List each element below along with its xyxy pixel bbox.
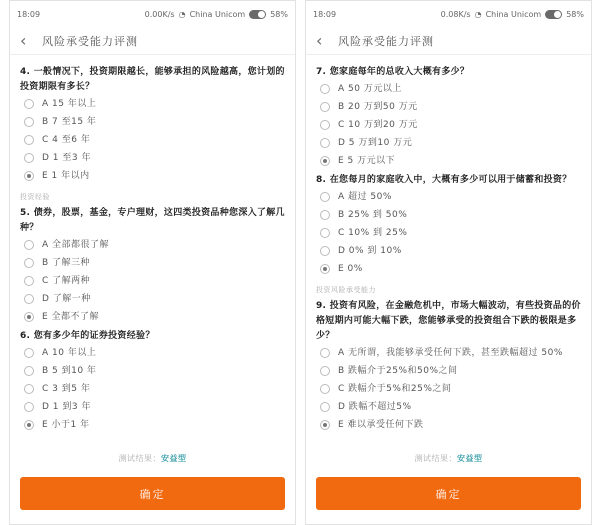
radio-checked-icon[interactable] <box>320 156 330 166</box>
answer-option[interactable] <box>320 346 581 361</box>
battery-level: 58% <box>566 9 584 19</box>
radio-icon[interactable] <box>320 384 330 394</box>
answer-option[interactable] <box>320 226 581 241</box>
radio-checked-icon[interactable] <box>24 312 34 322</box>
option-label: A 全部都很了解 <box>42 240 110 250</box>
option-label: B 跌幅介于25%和50%之间 <box>338 366 458 376</box>
radio-icon[interactable] <box>24 153 34 163</box>
radio-icon[interactable] <box>24 135 34 145</box>
answer-option[interactable] <box>24 238 285 253</box>
option-label: E 0% <box>338 264 363 274</box>
answer-option[interactable] <box>24 382 285 397</box>
status-time: 18:09 <box>313 9 337 19</box>
option-label: B 5 到10 年 <box>42 366 97 376</box>
back-icon[interactable]: ‹ <box>20 30 27 50</box>
section-label: 投资经验 <box>20 193 50 201</box>
radio-icon[interactable] <box>24 258 34 268</box>
answer-option[interactable] <box>320 136 581 151</box>
answer-option[interactable] <box>24 97 285 112</box>
carrier-name: China Unicom <box>189 9 246 19</box>
nav-bar <box>306 27 591 55</box>
radio-icon[interactable] <box>24 348 34 358</box>
answer-option[interactable] <box>24 133 285 148</box>
radio-icon[interactable] <box>24 99 34 109</box>
result-label: 测试结果： <box>118 454 161 463</box>
back-icon[interactable]: ‹ <box>316 30 323 50</box>
status-right <box>441 10 584 19</box>
radio-icon[interactable] <box>24 384 34 394</box>
answer-option[interactable] <box>320 400 581 415</box>
answer-option[interactable] <box>24 292 285 307</box>
wifi-icon: ◔ <box>474 9 482 19</box>
answer-option[interactable] <box>24 115 285 130</box>
option-label: A 15 年以上 <box>42 99 97 109</box>
answer-option[interactable] <box>24 256 285 271</box>
answer-option[interactable] <box>24 400 285 415</box>
option-label: C 10 万到20 万元 <box>338 120 418 130</box>
option-label: E 1 年以内 <box>42 171 90 181</box>
option-label: D 了解一种 <box>42 294 91 304</box>
option-label: E 全都不了解 <box>42 312 100 322</box>
option-label: B 7 至15 年 <box>42 117 97 127</box>
network-speed: 0.08K/s <box>440 9 471 19</box>
page-title: 风险承受能力评测 <box>338 34 434 48</box>
radio-icon[interactable] <box>24 240 34 250</box>
radio-icon[interactable] <box>320 84 330 94</box>
radio-checked-icon[interactable] <box>24 171 34 181</box>
option-label: D 1 至3 年 <box>42 153 91 163</box>
status-right <box>145 10 288 19</box>
confirm-button[interactable]: 确定 <box>20 477 285 510</box>
question-list <box>10 55 295 433</box>
answer-option[interactable] <box>320 82 581 97</box>
answer-option[interactable] <box>320 382 581 397</box>
answer-option[interactable] <box>320 154 581 169</box>
answer-option[interactable] <box>320 208 581 223</box>
radio-icon[interactable] <box>320 210 330 220</box>
answer-option[interactable] <box>24 310 285 325</box>
question-text: 5. 债券，股票，基金，专户理财，这四类投资品种您深入了解几种？ <box>20 208 285 233</box>
status-bar <box>10 1 295 27</box>
radio-checked-icon[interactable] <box>24 420 34 430</box>
phone-screen-left <box>9 0 296 525</box>
network-speed: 0.00K/s <box>144 9 175 19</box>
option-label: D 0% 到 10% <box>338 246 402 256</box>
option-label: A 无所谓，我能够承受任何下跌，甚至跌幅超过 50% <box>338 348 563 358</box>
answer-option[interactable] <box>24 274 285 289</box>
question-text: 4. 一般情况下，投资期限越长，能够承担的风险越高，您计划的投资期限有多长？ <box>20 67 285 92</box>
option-label: E 小于1 年 <box>42 420 90 430</box>
radio-icon[interactable] <box>320 192 330 202</box>
nav-bar <box>10 27 295 55</box>
status-bar <box>306 1 591 27</box>
radio-icon[interactable] <box>320 138 330 148</box>
answer-option[interactable] <box>24 151 285 166</box>
question-text: 7. 您家庭每年的总收入大概有多少？ <box>316 67 470 77</box>
option-label: A 50 万元以上 <box>338 84 402 94</box>
radio-icon[interactable] <box>320 120 330 130</box>
answer-option[interactable] <box>24 418 285 433</box>
battery-level: 58% <box>270 9 288 19</box>
answer-option[interactable] <box>320 262 581 277</box>
page-title: 风险承受能力评测 <box>42 34 138 48</box>
result-label: 测试结果： <box>414 454 457 463</box>
phone-screen-right <box>305 0 592 525</box>
battery-icon <box>545 10 562 19</box>
radio-icon[interactable] <box>24 366 34 376</box>
option-label: B 了解三种 <box>42 258 91 268</box>
option-label: D 跌幅不超过5% <box>338 402 412 412</box>
option-label: B 20 万到50 万元 <box>338 102 418 112</box>
test-result <box>306 453 591 464</box>
option-label: E 5 万元以下 <box>338 156 396 166</box>
option-label: C 了解两种 <box>42 276 91 286</box>
answer-option[interactable] <box>24 346 285 361</box>
option-label: D 1 到3 年 <box>42 402 91 412</box>
radio-icon[interactable] <box>24 117 34 127</box>
option-label: C 10% 到 25% <box>338 228 408 238</box>
question-text: 6. 您有多少年的证券投资经验？ <box>20 331 155 341</box>
radio-checked-icon[interactable] <box>320 420 330 430</box>
radio-icon[interactable] <box>320 348 330 358</box>
battery-icon <box>249 10 266 19</box>
radio-icon[interactable] <box>24 276 34 286</box>
option-label: B 25% 到 50% <box>338 210 408 220</box>
option-label: C 4 至6 年 <box>42 135 91 145</box>
radio-icon[interactable] <box>320 102 330 112</box>
result-value: 安益型 <box>161 454 187 463</box>
test-result <box>10 453 295 464</box>
radio-icon[interactable] <box>320 246 330 256</box>
answer-option[interactable] <box>320 190 581 205</box>
confirm-button[interactable]: 确定 <box>316 477 581 510</box>
answer-option[interactable] <box>320 118 581 133</box>
option-label: C 3 到5 年 <box>42 384 91 394</box>
answer-option[interactable] <box>320 100 581 115</box>
radio-icon[interactable] <box>320 228 330 238</box>
carrier-name: China Unicom <box>485 9 542 19</box>
answer-option[interactable] <box>24 364 285 379</box>
question-text: 8. 在您每月的家庭收入中，大概有多少可以用于储蓄和投资？ <box>316 175 572 185</box>
radio-icon[interactable] <box>24 402 34 412</box>
question-text: 9. 投资有风险，在金融危机中，市场大幅波动，有些投资品的价格短期内可能大幅下跌，您能够承受的投资组合下跌的极限是多少？ <box>316 301 581 341</box>
radio-icon[interactable] <box>320 366 330 376</box>
option-label: E 难以承受任何下跌 <box>338 420 424 430</box>
question-list <box>306 55 591 433</box>
radio-icon[interactable] <box>24 294 34 304</box>
wifi-icon: ◔ <box>178 9 186 19</box>
answer-option[interactable] <box>24 169 285 184</box>
result-value: 安益型 <box>457 454 483 463</box>
status-time: 18:09 <box>17 9 41 19</box>
radio-icon[interactable] <box>320 402 330 412</box>
radio-checked-icon[interactable] <box>320 264 330 274</box>
section-label: 投资风险承受能力 <box>316 286 376 294</box>
option-label: C 跌幅介于5%和25%之间 <box>338 384 452 394</box>
option-label: A 10 年以上 <box>42 348 97 358</box>
option-label: A 超过 50% <box>338 192 392 202</box>
answer-option[interactable] <box>320 418 581 433</box>
option-label: D 5 万到10 万元 <box>338 138 413 148</box>
answer-option[interactable] <box>320 244 581 259</box>
answer-option[interactable] <box>320 364 581 379</box>
